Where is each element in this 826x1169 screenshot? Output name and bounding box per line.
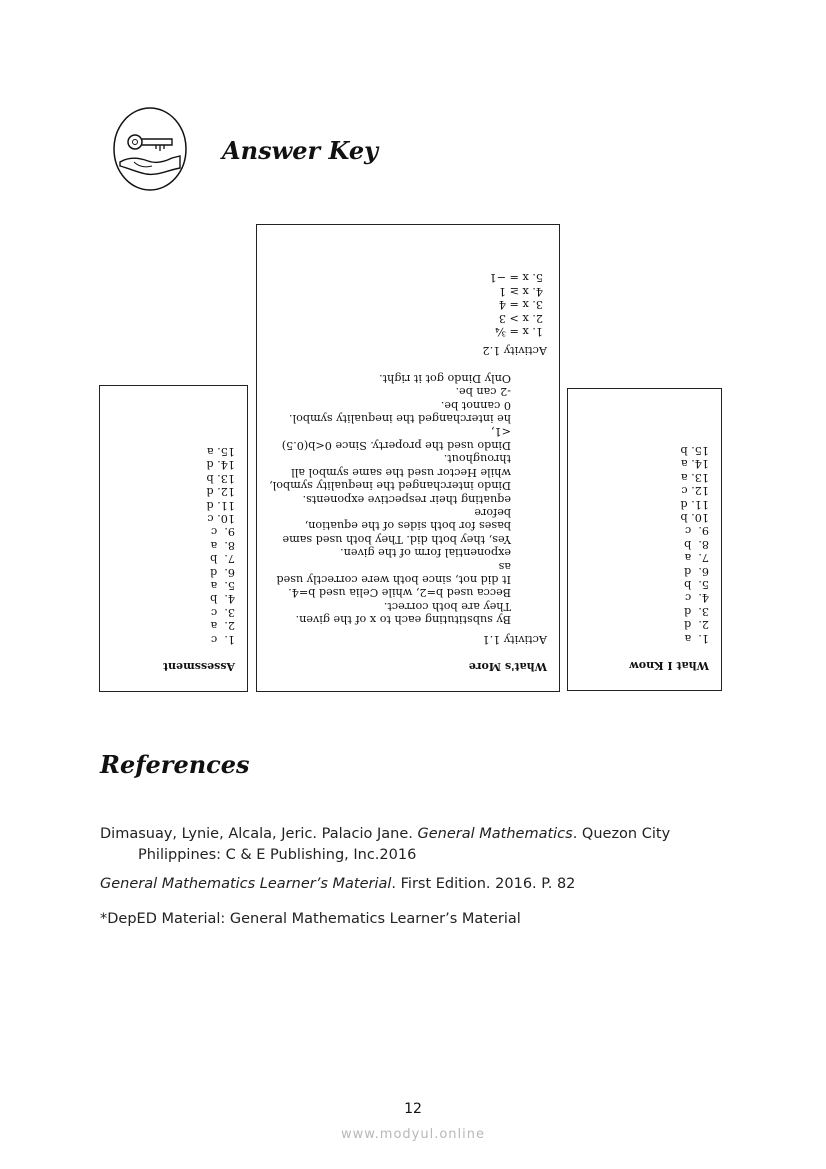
whats-more-box	[256, 224, 560, 692]
activity-line: while Hector used the same symbol all	[291, 465, 511, 479]
activity-answer: 4. x ≥ 1	[498, 284, 543, 298]
answer-item: 7. a	[684, 551, 709, 565]
answer-item: 11. d	[206, 498, 235, 512]
reference-1	[100, 824, 720, 866]
ref1-continuation: Philippines: C & E Publishing, Inc.2016	[138, 847, 417, 863]
activity-line: equating their respective exponents.	[302, 492, 511, 506]
answer-item: 1. c	[210, 632, 235, 646]
answer-item: 15. a	[206, 444, 235, 458]
activity-answer: 3. x = 4	[498, 298, 543, 312]
answer-item: 14. d	[206, 458, 235, 472]
answer-item: 10. b	[680, 510, 709, 524]
answer-item: 14. a	[680, 457, 709, 471]
activity-line: throughout.	[443, 452, 511, 466]
activity-1-1-title: Activity 1.1	[482, 632, 547, 646]
activity-answer: 5. x = −1	[489, 271, 543, 285]
answer-item: 13. b	[206, 471, 235, 485]
references-title: References	[100, 750, 250, 779]
answer-item: 5. b	[684, 577, 709, 591]
ref1-book: General Mathematics	[417, 826, 573, 842]
answer-item: 5. a	[210, 578, 235, 592]
answer-item: 10. c	[207, 511, 235, 525]
whats-more-title: What's More	[468, 660, 547, 673]
answer-item: 1. a	[684, 631, 709, 645]
what-i-know-box	[567, 388, 722, 691]
ref1-authors: Dimasuay, Lynie, Alcala, Jeric. Palacio Jane.	[100, 826, 418, 842]
answer-item: 6. d	[684, 564, 709, 578]
activity-line: he interchanged the inequality symbol.	[288, 412, 511, 426]
assessment-box	[99, 385, 248, 692]
answer-item: 6. d	[210, 565, 235, 579]
activity-line: exponential form of the given.	[340, 546, 511, 560]
activity-line: 0 cannot be.	[440, 398, 511, 412]
answer-item: 15. b	[680, 443, 709, 457]
activity-1-2-title: Activity 1.2	[482, 344, 547, 358]
watermark: www.modyul.online	[340, 1127, 486, 1142]
answer-item: 12. d	[206, 485, 235, 499]
answer-key-title: Answer Key	[222, 136, 379, 165]
answer-item: 3. c	[210, 605, 235, 619]
answer-item: 2. d	[684, 618, 709, 632]
answer-item: 7. b	[210, 552, 235, 566]
activity-line: They are both correct.	[383, 599, 511, 613]
answer-item: 9. c	[210, 525, 235, 539]
answer-item: 3. d	[684, 604, 709, 618]
answer-item: 4. b	[210, 592, 235, 606]
activity-line: It did not, since both were correctly used as	[276, 559, 511, 586]
activity-line: bases for both sides of the equation, before	[304, 505, 511, 533]
what-i-know-title: What I Know	[629, 659, 709, 672]
activity-line: By substituting each to x of the given.	[295, 613, 511, 627]
answer-item: 11. d	[680, 497, 709, 511]
answer-item: 9. c	[684, 524, 709, 538]
reference-2	[100, 874, 575, 895]
activity-line: Yes, they both did. They both used same	[282, 532, 511, 546]
key-in-hand-icon	[112, 106, 188, 192]
activity-line: Dindo used the property. Since 0<b(0.5)<1,	[281, 425, 511, 452]
ref2-book: General Mathematics Learner’s Material	[100, 876, 392, 892]
page-number: 12	[404, 1101, 422, 1117]
answer-item: 4. c	[684, 591, 709, 605]
ref1-rest: . Quezon City	[572, 826, 671, 842]
ref2-rest: . First Edition. 2016. P. 82	[391, 876, 576, 892]
assessment-title: Assessment	[162, 660, 235, 673]
activity-line: Dindo interchanged the inequality symbol,	[269, 479, 511, 493]
answer-item: 2. a	[210, 619, 235, 633]
activity-answer: 2. x > 3	[498, 311, 543, 325]
activity-line: Becca used b=2, while Celia used b=4.	[288, 586, 511, 600]
answer-item: 8. b	[684, 537, 709, 551]
activity-line: Only Dindo got it right.	[379, 371, 511, 385]
activity-line: -2 can be.	[455, 385, 511, 399]
reference-3: *DepED Material: General Mathematics Learner’s Material	[100, 911, 521, 927]
activity-answer: 1. x = ¾	[495, 325, 543, 339]
answer-item: 13. a	[680, 470, 709, 484]
answer-item: 8. a	[210, 538, 235, 552]
answer-item: 12. c	[681, 484, 709, 498]
